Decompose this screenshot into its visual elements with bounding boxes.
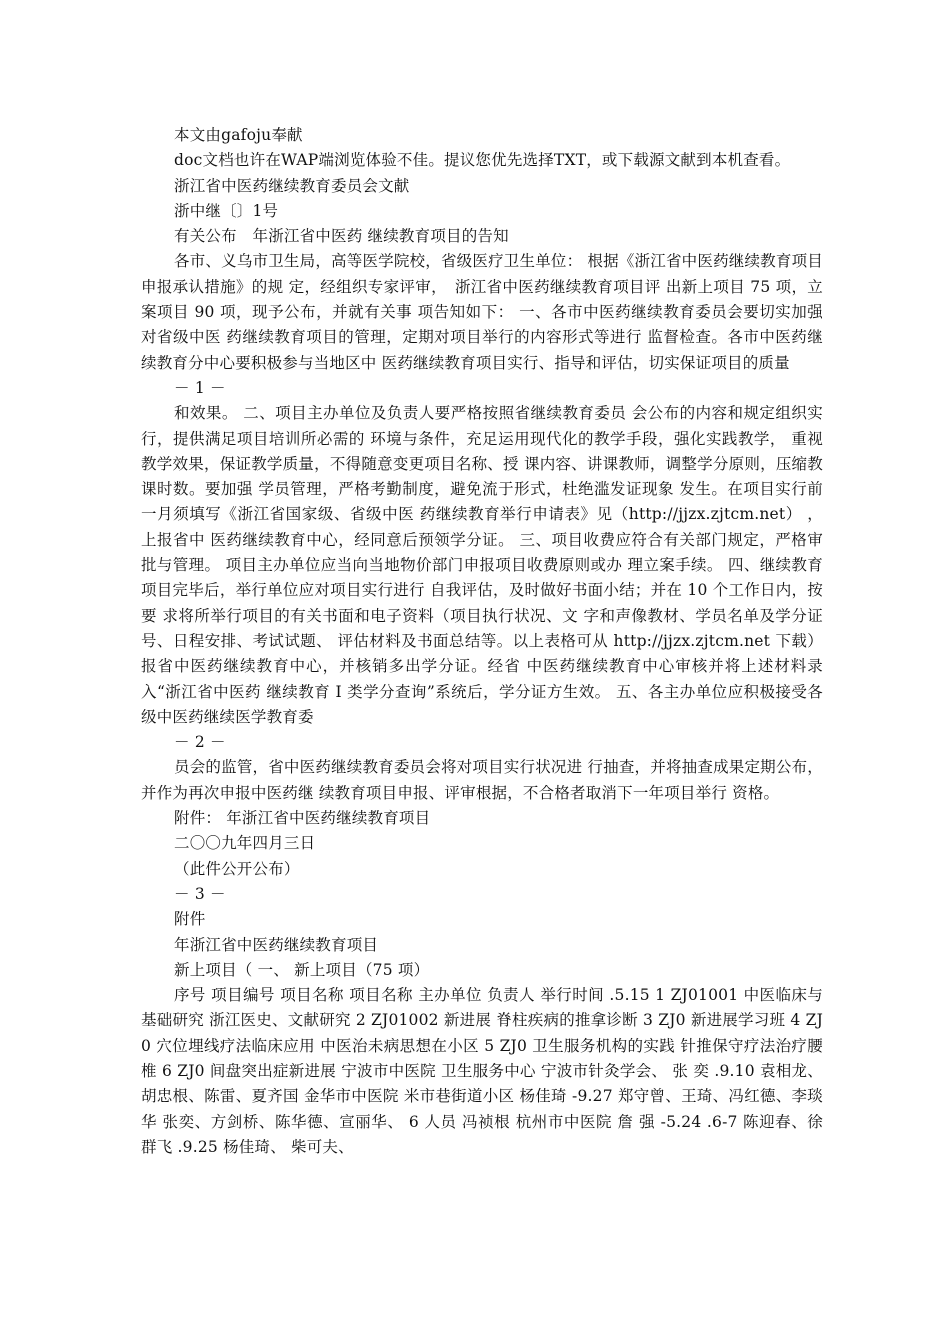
document-line: － 2 － [174,733,226,752]
document-line: － 3 － [174,884,226,903]
document-line: doc文档也许在WAP端浏览体验不佳。提议您优先选择TXT，或下载源文献到本机查看。 [174,151,791,170]
document-line: 年浙江省中医药继续教育项目 [174,935,379,954]
document-paragraph: 和效果。 二、项目主办单位及负责人要严格按照省继续教育委员 会公布的内容和规定组织实行，提供满足项目培训所必需的 环境与条件，充足运用现代化的教学手段，强化实践教学， 重视教学效果，保证教学质量，不得随意变更项目名称、授 课内容、讲课教师，调整学分原则，压缩教课时数。要加强 学员管理，严格考勤制度，避免流于形式，杜绝滥发证现象 发生。在项目实行前一月须填写《浙江省国家级、省级中医 药继续教育举行申请表》见（http://jjzx.zjtcm.net） ，上报省中 医药继续教育中心，经同意后预领学分证。 三、项目收费应符合有关部门规定，严格审批与管理。 项目主办单位应当向当地物价部门申报项目收费原则或办 理立案手续。 四、继续教育项目完毕后，举行单位应对项目实行进行 自我评估，及时做好书面小结；并在 10 个工作日内，按要 求将所举行项目的有关书面和电子资料（项目执行状况、文 字和声像教材、学员名单及学分证号、日程安排、考试试题、 评估材料及书面总结等。以上表格可从 http://jjzx.zjtcm.net 下载）报省中医药继续教育中心，并核销多出学分证。经省 中医药继续教育中心审核并将上述材料录入“浙江省中医药 继续教育 I 类学分查询”系统后，学分证方生效。 五、各主办单位应积极接受各级中医药继续医学教育委 [141,404,823,726]
document-line: 附件： 年浙江省中医药继续教育项目 [174,809,431,828]
document-line: 本文由gafoju奉献 [174,126,303,144]
document-paragraph: 序号 项目编号 项目名称 项目名称 主办单位 负责人 举行时间 .5.15 1 ZJ01001 中医临床与基础研究 浙江医史、文献研究 2 ZJ01002 新进展 脊柱疾病的推拿诊断 3 ZJ0 新进展学习班 4 ZJ0 穴位埋线疗法临床应用 中医治未病思想在小区 5 ZJ0 卫生服务机构的实践 针推保守疗法治疗腰椎 6 ZJ0 间盘突出症新进展 宁波市中医院 卫生服务中心 宁波市针灸学会、 张 奕 .9.10 袁相龙、胡忠根、陈雷、夏齐国 金华市中医院 米市巷街道小区 杨佳琦 -9.27 郑守曾、王琦、冯红德、李琰华 张奕、方剑桥、陈华德、宣丽华、 6 人员 冯祯根 杭州市中医院 詹 强 -5.24 .6-7 陈迎春、徐群飞 .9.25 杨佳琦、 柴可夫、 [141,986,823,1156]
document-line: － 1 － [174,378,226,397]
document-body [141,123,823,1160]
document-line: 有关公布 年浙江省中医药 继续教育项目的告知 [174,227,509,246]
document-line: 附件 [174,910,206,929]
document-paragraph: 各市、义乌市卫生局，高等医学院校，省级医疗卫生单位： 根据《浙江省中医药继续教育项目申报承认措施》的规 定，经组织专家评审， 浙江省中医药继续教育项目评 出新上项目 75 项，立案项目 90 项，现予公布，并就有关事 项告知如下： 一、各市中医药继续教育委员会要切实加强对省级中医 药继续教育项目的管理，定期对项目举行的内容形式等进行 监督检查。各市中医药继续教育分中心要积极参与当地区中 医药继续教育项目实行、指导和评估，切实保证项目的质量 [141,252,823,372]
document-line: 浙江省中医药继续教育委员会文献 [174,176,410,195]
document-line: （此件公开公布） [174,859,300,878]
document-line: 新上项目（ 一、 新上项目（75 项） [174,960,430,979]
document-paragraph: 员会的监管，省中医药继续教育委员会将对项目实行状况进 行抽查，并将抽查成果定期公布，并作为再次申报中医药继 续教育项目申报、评审根据，不合格者取消下一年项目举行 资格。 [141,758,823,802]
document-line: 二〇〇九年四月三日 [174,834,316,853]
document-line: 浙中继〔〕1号 [174,201,279,220]
